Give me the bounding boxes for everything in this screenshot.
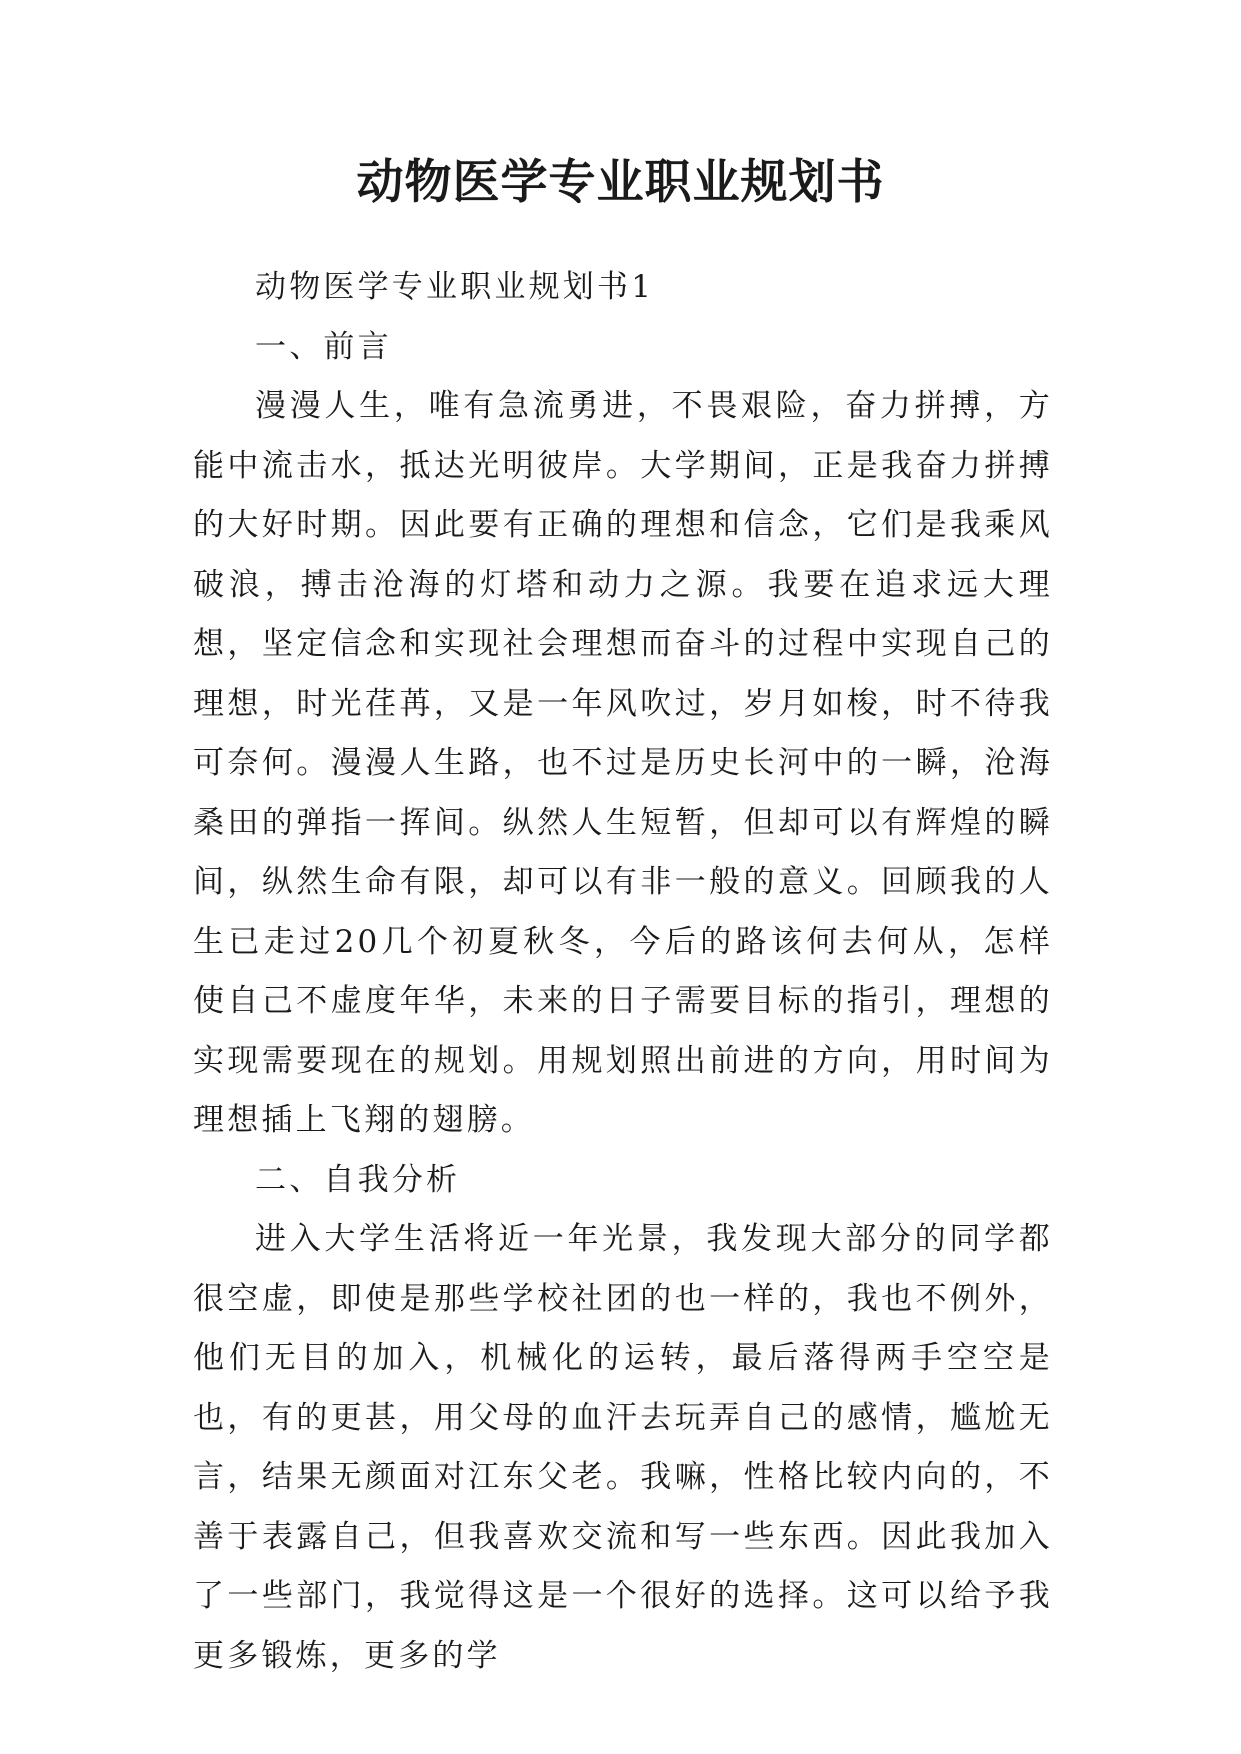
section-heading-preface: 一、前言 bbox=[255, 328, 392, 365]
section-heading-subtitle: 动物医学专业职业规划书1 bbox=[255, 269, 655, 305]
section-heading-self-analysis: 二、自我分析 bbox=[255, 1161, 461, 1198]
paragraph-self-analysis: 进入大学生活将近一年光景，我发现大部分的同学都很空虚，即使是那些学校社团的也一样的，我也不例外，他们无目的加入，机械化的运转，最后落得两手空空是也，有的更甚，用父母的血汗去玩弄自己的感情，尴尬无言，结果无颜面对江东父老。我嘛，性格比较内向的，不善于表露自己，但我喜欢交流和写一些东西。因此我加入了一些部门，我觉得这是一个很好的选择。这可以给予我更多锻炼，更多的学 bbox=[193, 1221, 1053, 1674]
paragraph-preface: 漫漫人生，唯有急流勇进，不畏艰险，奋力拼搏，方能中流击水，抵达光明彼岸。大学期间，正是我奋力拼搏的大好时期。因此要有正确的理想和信念，它们是我乘风破浪，搏击沧海的灯塔和动力之源。我要在追求远大理想，坚定信念和实现社会理想而奋斗的过程中实现自己的理想，时光荏苒，又是一年风吹过，岁月如梭，时不待我可奈何。漫漫人生路，也不过是历史长河中的一瞬，沧海桑田的弹指一挥间。纵然人生短暂，但却可以有辉煌的瞬间，纵然生命有限，却可以有非一般的意义。回顾我的人生已走过20几个初夏秋冬，今后的路该何去何从，怎样使自己不虚度年华，未来的日子需要目标的指引，理想的实现需要现在的规划。用规划照出前进的方向，用时间为理想插上飞翔的翅膀。 bbox=[193, 388, 1053, 1138]
document-body bbox=[193, 258, 1053, 1686]
document-title: 动物医学专业职业规划书 bbox=[356, 155, 885, 210]
